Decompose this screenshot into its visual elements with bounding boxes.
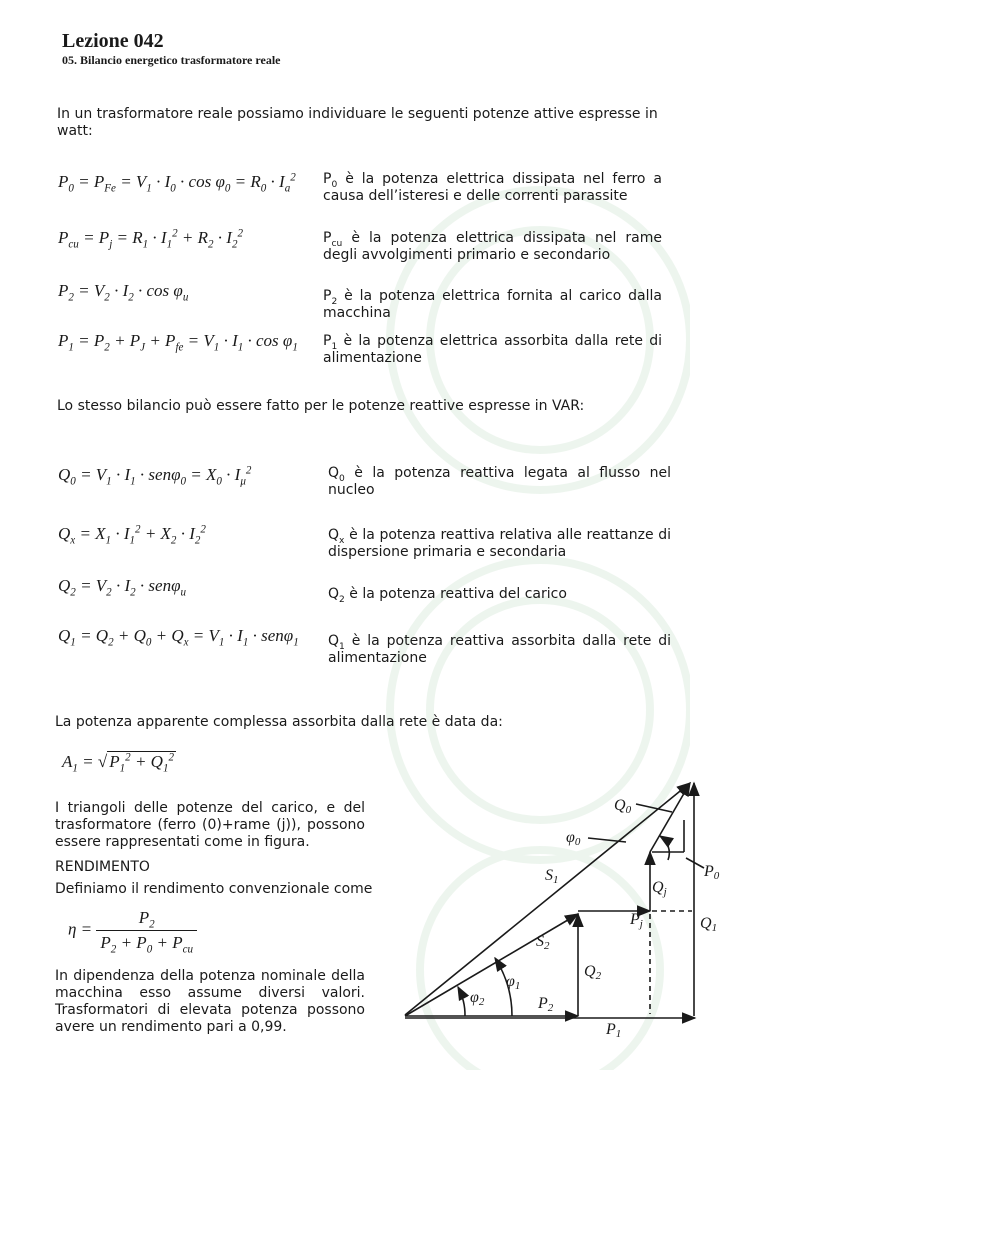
formula-a1: $A_1$ = √ $P_1^2 + Q_1^2$ [62,751,174,775]
label-phi0: φ0 [566,829,581,848]
label-pj: Pj [630,911,643,930]
pointer-q0 [636,804,672,812]
rendimento-heading: RENDIMENTO [55,859,150,875]
label-p0: P0 [704,863,720,882]
vector-s1 [405,783,690,1015]
section-title: 05. Bilancio energetico trasformatore reale [62,53,281,67]
label-qj: Qj [652,879,667,898]
vector-s2 [405,914,578,1016]
desc-p2: $P_2$ è la potenza elettrica fornita al carico dalla macchina [323,288,662,321]
label-q2: Q2 [584,963,602,982]
formula-qx: $Q_x = X_1 \cdot I_1^2 + X_2 \cdot I_2^2$ [58,523,206,547]
formula-p2: $P_2 = V_2 \cdot I_2 \cdot \cos \varphi_u$ [58,281,189,304]
desc-qx: $Q_x$ è la potenza reattiva relativa alle reattanze di dispersione primaria e secondaria [328,527,671,560]
apparent-intro: La potenza apparente complessa assorbita dalla rete è data da: [55,714,503,730]
arc-phi0 [660,836,669,860]
label-s1: S1 [545,867,559,886]
label-phi1: φ1 [506,973,521,992]
formula-eta: η = $\frac{P_2}{P_2 + P_0 + P_{cu}}$ [68,908,197,953]
rendimento-definition: Definiamo il rendimento convenzionale come [55,881,373,897]
formula-q0: $Q_0 = V_1 \cdot I_1 \cdot sen\varphi_0 = X_0 \cdot I_\mu^2$ [58,464,252,488]
desc-pcu: $P_{cu}$ è la potenza elettrica dissipata nel rame degli avvolgimenti primario e secondario [323,230,663,263]
desc-q2: $Q_2$ è la potenza reattiva del carico [328,586,567,605]
desc-p1: $P_1$ è la potenza elettrica assorbita dalla rete di alimentazione [323,333,663,366]
label-p2: P2 [538,995,554,1014]
formula-p1: $P_1 = P_2 + P_J + P_{fe} = V_1 \cdot I_1 \cdot \cos \varphi_1$ [58,331,298,354]
desc-p0: $P_0$ è la potenza elettrica dissipata nel ferro a causa dell’isteresi e delle correnti parassite [323,171,662,204]
closing-text: In dipendenza della potenza nominale della macchina esso assume diversi valori. Trasformatori di elevata potenza possono avere un rendimento pari a 0,99. [55,968,365,1035]
label-s2: S2 [536,933,550,952]
formula-q1: $Q_1 = Q_2 + Q_0 + Q_x = V_1 \cdot I_1 \cdot sen\varphi_1$ [58,626,299,649]
pointer-p0 [686,858,704,868]
lesson-title: Lezione 042 [62,30,164,52]
triangles-text: I triangoli delle potenze del carico, e del trasformatore (ferro (0)+rame (j)), possono essere rappresentati come in figura. [55,800,365,850]
label-p1: P1 [606,1021,622,1040]
formula-pcu: $P_{cu} = P_j = R_1 \cdot I_1^2 + R_2 \cdot I_2^2$ [58,227,244,251]
intro-active: In un trasformatore reale possiamo individuare le seguenti potenze attive espresse in watt: [57,106,658,139]
desc-q0: $Q_0$ è la potenza reattiva legata al flusso nel nucleo [328,465,671,498]
desc-q1: $Q_1$ è la potenza reattiva assorbita dalla rete di alimentazione [328,633,672,666]
formula-q2: $Q_2 = V_2 \cdot I_2 \cdot sen\varphi_u$ [58,576,187,599]
intro-reactive: Lo stesso bilancio può essere fatto per le potenze reattive espresse in VAR: [57,398,585,414]
formula-p0: $P_0 = P_{Fe} = V_1 \cdot I_0 \cdot \cos \varphi_0 = R_0 \cdot I_a^2$ [58,171,296,195]
arc-phi2 [458,987,465,1016]
label-q0: Q0 [614,797,632,816]
label-q1: Q1 [700,915,718,934]
label-phi2: φ2 [470,989,485,1008]
